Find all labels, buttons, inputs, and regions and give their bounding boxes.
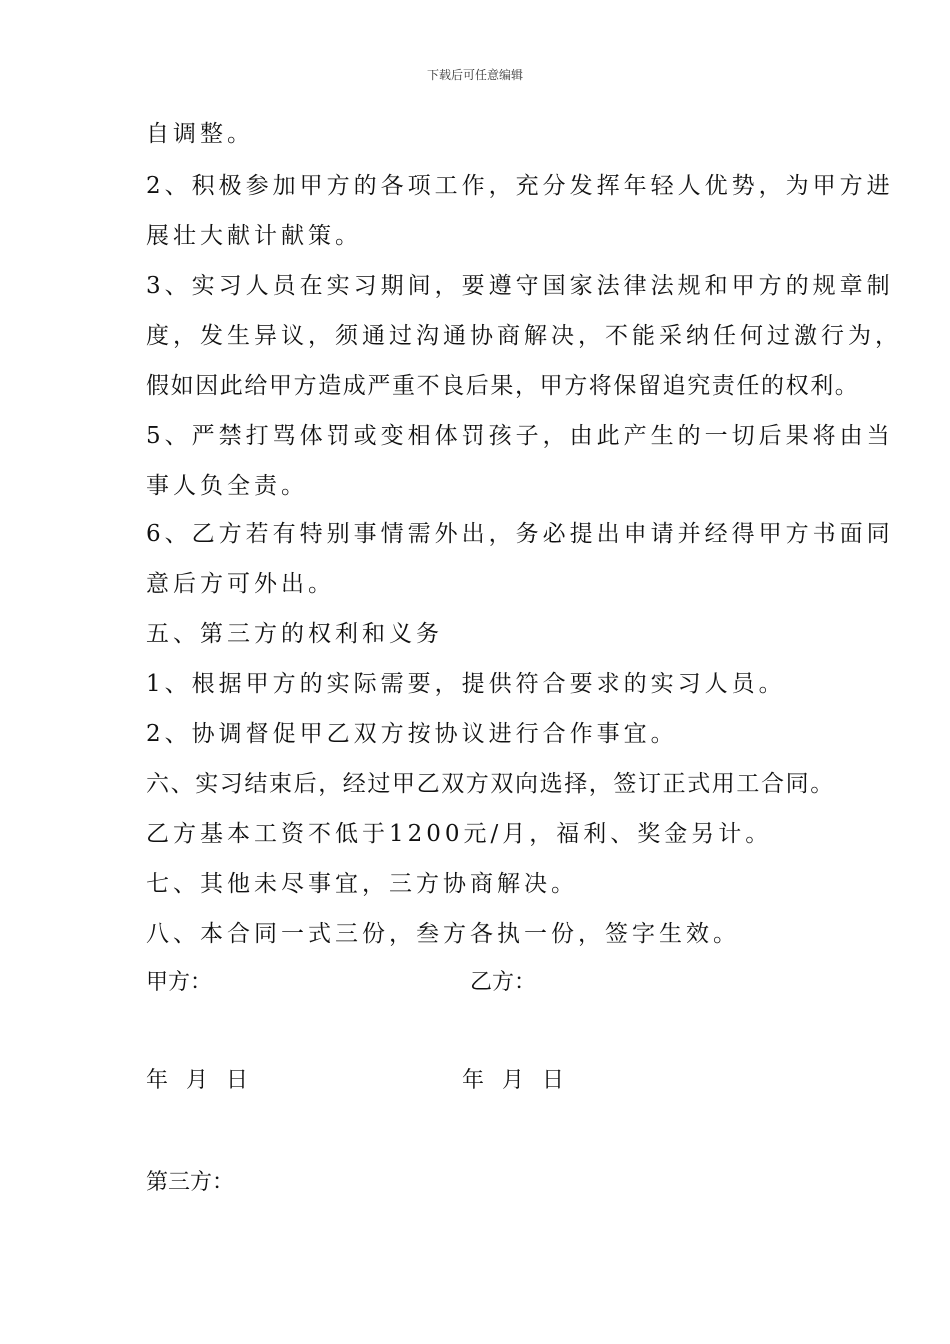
body-line: 意后方可外出。 (146, 571, 335, 597)
party-a-label: 甲方： (146, 970, 213, 995)
body-line: 5、严禁打骂体罚或变相体罚孩子，由此产生的一切后果将由当 (146, 423, 894, 449)
body-line: 乙方基本工资不低于1200元/月，福利、奖金另计。 (146, 821, 773, 847)
body-line: 事人负全责。 (146, 473, 308, 499)
body-line: 展壮大献计献策。 (146, 223, 362, 249)
date-month: 月 (502, 1068, 525, 1093)
body-line: 3、实习人员在实习期间，要遵守国家法律法规和甲方的规章制 (146, 273, 894, 299)
party-b-label: 乙方： (470, 970, 537, 995)
body-line: 2、协调督促甲乙双方按协议进行合作事宜。 (146, 721, 678, 747)
body-line: 6、乙方若有特别事情需外出，务必提出申请并经得甲方书面同 (146, 521, 894, 547)
page-header: 下载后可任意编辑 (426, 68, 523, 82)
party-a-date (146, 1066, 248, 1096)
body-line: 六、实习结束后，经过甲乙双方双向选择，签订正式用工合同。 (146, 771, 835, 797)
body-line: 八、本合同一式三份，叁方各执一份，签字生效。 (146, 921, 740, 947)
date-year: 年 (462, 1068, 485, 1093)
body-line: 自调整。 (146, 121, 254, 147)
date-day: 日 (542, 1068, 565, 1093)
section-heading: 五、第三方的权利和义务 (146, 621, 443, 647)
body-line: 1、根据甲方的实际需要，提供符合要求的实习人员。 (146, 671, 786, 697)
third-party-label: 第三方： (146, 1170, 235, 1195)
body-line: 七、其他未尽事宜，三方协商解决。 (146, 871, 578, 897)
date-day: 日 (226, 1068, 249, 1093)
party-b-date (462, 1066, 564, 1096)
body-line: 假如因此给甲方造成严重不良后果，甲方将保留追究责任的权利。 (146, 373, 860, 399)
date-month: 月 (186, 1068, 209, 1093)
body-line: 度，发生异议，须通过沟通协商解决，不能采纳任何过激行为， (146, 323, 902, 349)
body-line: 2、积极参加甲方的各项工作，充分发挥年轻人优势，为甲方进 (146, 173, 894, 199)
date-year: 年 (146, 1068, 169, 1093)
